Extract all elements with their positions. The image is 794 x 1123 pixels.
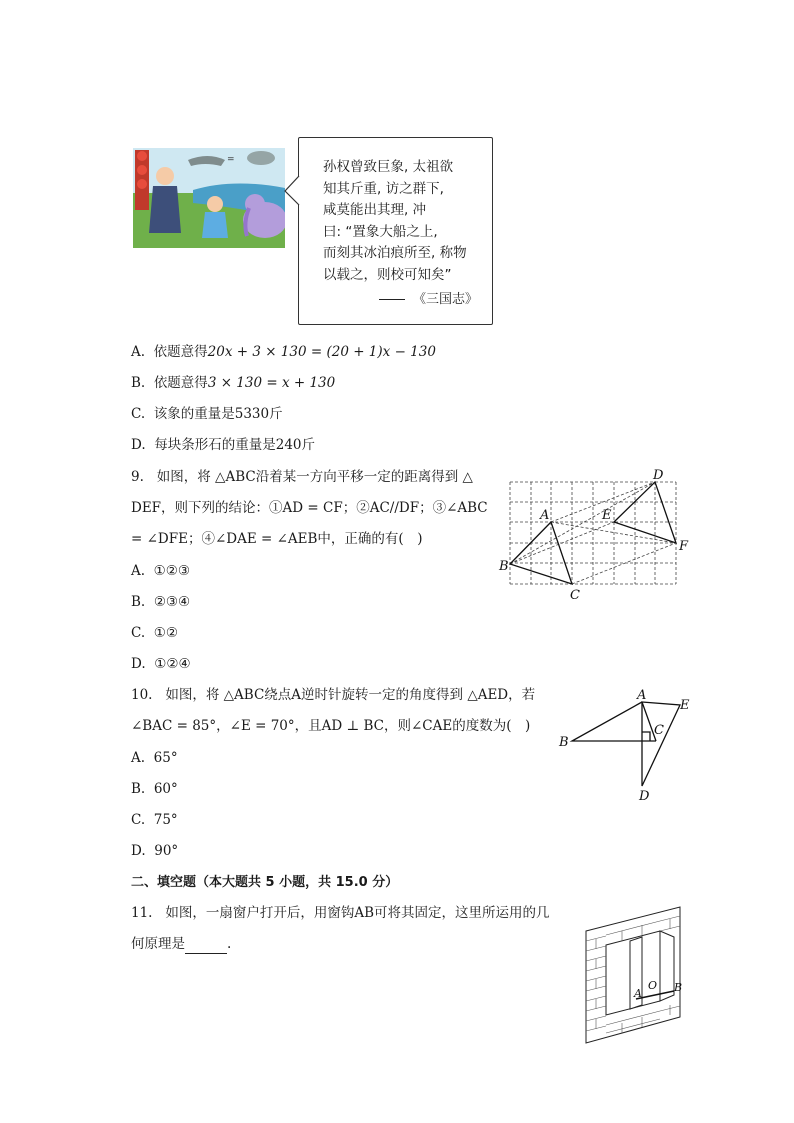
q9-stem-line1: 9. 如图，将 △ABC沿着某一方向平移一定的距离得到 △	[131, 469, 473, 485]
q11-label-o: O	[648, 979, 658, 992]
q9-label-d: D	[653, 468, 664, 483]
q9-stem-line2: DEF，则下列的结论：①AD = CF；②AC//DF；③∠ABC	[131, 500, 488, 516]
q8-option-d: D. 每块条形石的重量是240斤	[131, 437, 316, 453]
q10-option-d: D. 90°	[131, 843, 179, 859]
q9-label-e: E	[602, 508, 612, 523]
q9-label-b: B	[499, 559, 509, 574]
q8-option-c: C. 该象的重量是5330斤	[131, 406, 283, 422]
quote-text: 孙权曾致巨象, 太祖欲 知其斤重, 访之群下, 咸莫能出其理, 冲 曰: “置象大船之上, 而刻其冰泊痕所至, 称物 以载之，则校可知矣”	[323, 159, 467, 283]
q9-label-a: A	[540, 508, 550, 523]
q9-stem-line3: = ∠DFE；④∠DAE = ∠AEB中，正确的有( )	[131, 531, 423, 547]
q10-label-d: D	[639, 789, 650, 804]
sign-text: =	[227, 155, 235, 165]
q10-label-b: B	[559, 735, 569, 750]
quote-source: 《三国志》	[379, 288, 478, 307]
q8-option-a: A. 依题意得20x + 3 × 130 = (20 + 1)x − 130	[131, 344, 436, 360]
q8-option-b: B. 依题意得3 × 130 = x + 130	[131, 375, 336, 391]
q9-label-f: F	[679, 539, 689, 554]
q10-label-a: A	[637, 688, 647, 703]
q11-label-b: B	[674, 981, 682, 994]
cao-chong-illustration	[133, 148, 285, 248]
q11-window-figure	[582, 905, 682, 1047]
q11-answer-blank	[185, 935, 227, 954]
q11-label-a: A	[634, 987, 642, 1000]
q10-option-b: B. 60°	[131, 781, 178, 797]
q9-label-c: C	[570, 588, 580, 603]
q9-option-a: A. ①②③	[131, 563, 190, 579]
q10-stem-line2: ∠BAC = 85°，∠E = 70°，且AD ⊥ BC，则∠CAE的度数为( )	[131, 718, 531, 734]
q10-stem-line1: 10. 如图，将 △ABC绕点A逆时针旋转一定的角度得到 △AED，若	[131, 687, 536, 703]
q9-option-d: D. ①②④	[131, 656, 191, 672]
q9-option-c: C. ①②	[131, 625, 178, 641]
q9-option-b: B. ②③④	[131, 594, 191, 610]
bubble-pointer	[284, 176, 300, 206]
q10-option-c: C. 75°	[131, 812, 178, 828]
q11-stem-line1: 11. 如图，一扇窗户打开后，用窗钩AB可将其固定，这里所运用的几	[131, 905, 550, 921]
q10-label-e: E	[680, 698, 690, 713]
section-fill-in-blank-title: 二、填空题（本大题共 5 小题，共 15.0 分）	[131, 875, 399, 890]
q10-label-c: C	[654, 723, 664, 738]
q9-translation-figure	[496, 464, 696, 604]
q10-option-a: A. 65°	[131, 750, 178, 766]
q11-stem-line2: 何原理是 .	[131, 936, 232, 952]
q10-rotation-figure	[556, 686, 696, 806]
